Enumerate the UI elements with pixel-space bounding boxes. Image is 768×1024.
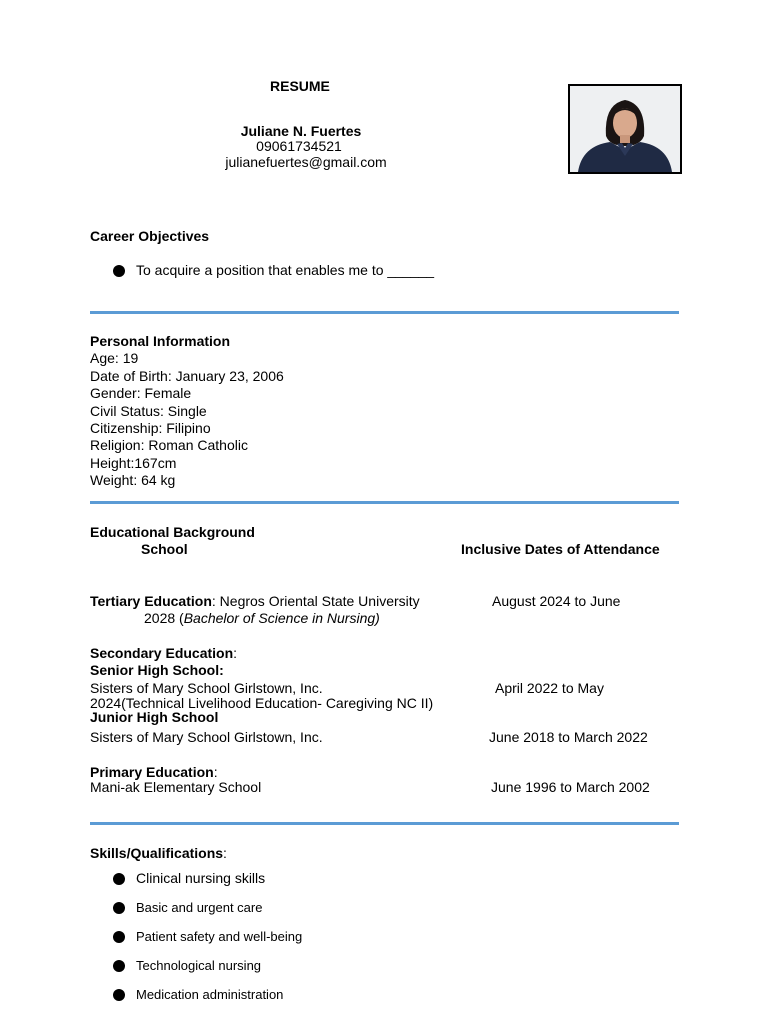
skills-heading-row <box>90 845 227 861</box>
applicant-email: julianefuertes@gmail.com <box>225 154 387 170</box>
applicant-phone: 09061734521 <box>256 138 342 154</box>
skill-item: Basic and urgent care <box>136 900 263 915</box>
primary-education-separator: : <box>213 764 218 780</box>
education-dates-column-header: Inclusive Dates of Attendance <box>461 541 660 557</box>
secondary-education-row <box>90 645 237 661</box>
secondary-education-separator: : <box>233 645 238 661</box>
personal-info-line: Weight: 64 kg <box>90 472 176 488</box>
senior-high-label: Senior High School: <box>90 662 224 678</box>
tertiary-education-label: Tertiary Education <box>90 593 212 609</box>
bullet-icon <box>113 873 125 885</box>
bullet-icon <box>113 902 125 914</box>
career-objectives-heading: Career Objectives <box>90 228 210 244</box>
personal-info-line: Citizenship: Filipino <box>90 420 211 436</box>
profile-photo <box>568 84 682 174</box>
section-divider <box>90 501 679 504</box>
tertiary-education-dates: August 2024 to June <box>492 593 621 609</box>
skills-heading: Skills/Qualifications <box>90 845 224 861</box>
tertiary-education-separator: : <box>211 593 220 609</box>
skill-item: Technological nursing <box>136 958 262 973</box>
personal-info-line: Civil Status: Single <box>90 403 207 419</box>
skill-item: Medication administration <box>136 987 284 1002</box>
primary-education-label: Primary Education <box>90 764 214 780</box>
education-school-column-header: School <box>141 541 188 557</box>
skills-heading-separator: : <box>223 845 227 861</box>
section-divider <box>90 311 679 314</box>
senior-high-continuation: 2024(Technical Livelihood Education- Caregiving NC II) <box>90 695 434 711</box>
tertiary-education-row <box>90 593 420 609</box>
junior-high-label: Junior High School <box>90 709 219 725</box>
primary-education-dates: June 1996 to March 2002 <box>491 779 650 795</box>
skill-item: Patient safety and well-being <box>136 929 303 944</box>
junior-high-dates: June 2018 to March 2022 <box>489 729 648 745</box>
career-objective-item: To acquire a position that enables me to ______ <box>136 262 435 278</box>
primary-education-row <box>90 764 218 780</box>
personal-info-line: Gender: Female <box>90 385 192 401</box>
applicant-name: Juliane N. Fuertes <box>240 123 362 139</box>
education-heading: Educational Background <box>90 524 255 540</box>
primary-education-school: Mani-ak Elementary School <box>90 779 262 795</box>
junior-high-school: Sisters of Mary School Girlstown, Inc. <box>90 729 323 745</box>
personal-info-line: Date of Birth: January 23, 2006 <box>90 368 284 384</box>
bullet-icon <box>113 989 125 1001</box>
skill-item: Clinical nursing skills <box>136 870 266 886</box>
tertiary-education-course: Bachelor of Science in Nursing) <box>183 610 380 626</box>
personal-info-line: Religion: Roman Catholic <box>90 437 248 453</box>
bullet-icon <box>113 931 125 943</box>
tertiary-education-course-open: ( <box>175 610 184 626</box>
tertiary-education-end-year: 2028 <box>144 610 176 626</box>
senior-high-dates: April 2022 to May <box>495 680 604 696</box>
tertiary-education-continuation <box>144 610 380 626</box>
tertiary-education-school: Negros Oriental State University <box>219 593 420 609</box>
personal-info-line: Height:167cm <box>90 455 177 471</box>
bullet-icon <box>113 265 125 277</box>
senior-high-school: Sisters of Mary School Girlstown, Inc. <box>90 680 323 696</box>
bullet-icon <box>113 960 125 972</box>
section-divider <box>90 822 679 825</box>
personal-info-heading: Personal Information <box>90 333 231 349</box>
personal-info-line: Age: 19 <box>90 350 139 366</box>
profile-photo-image <box>570 86 680 172</box>
document-title: RESUME <box>270 78 330 94</box>
secondary-education-label: Secondary Education <box>90 645 234 661</box>
